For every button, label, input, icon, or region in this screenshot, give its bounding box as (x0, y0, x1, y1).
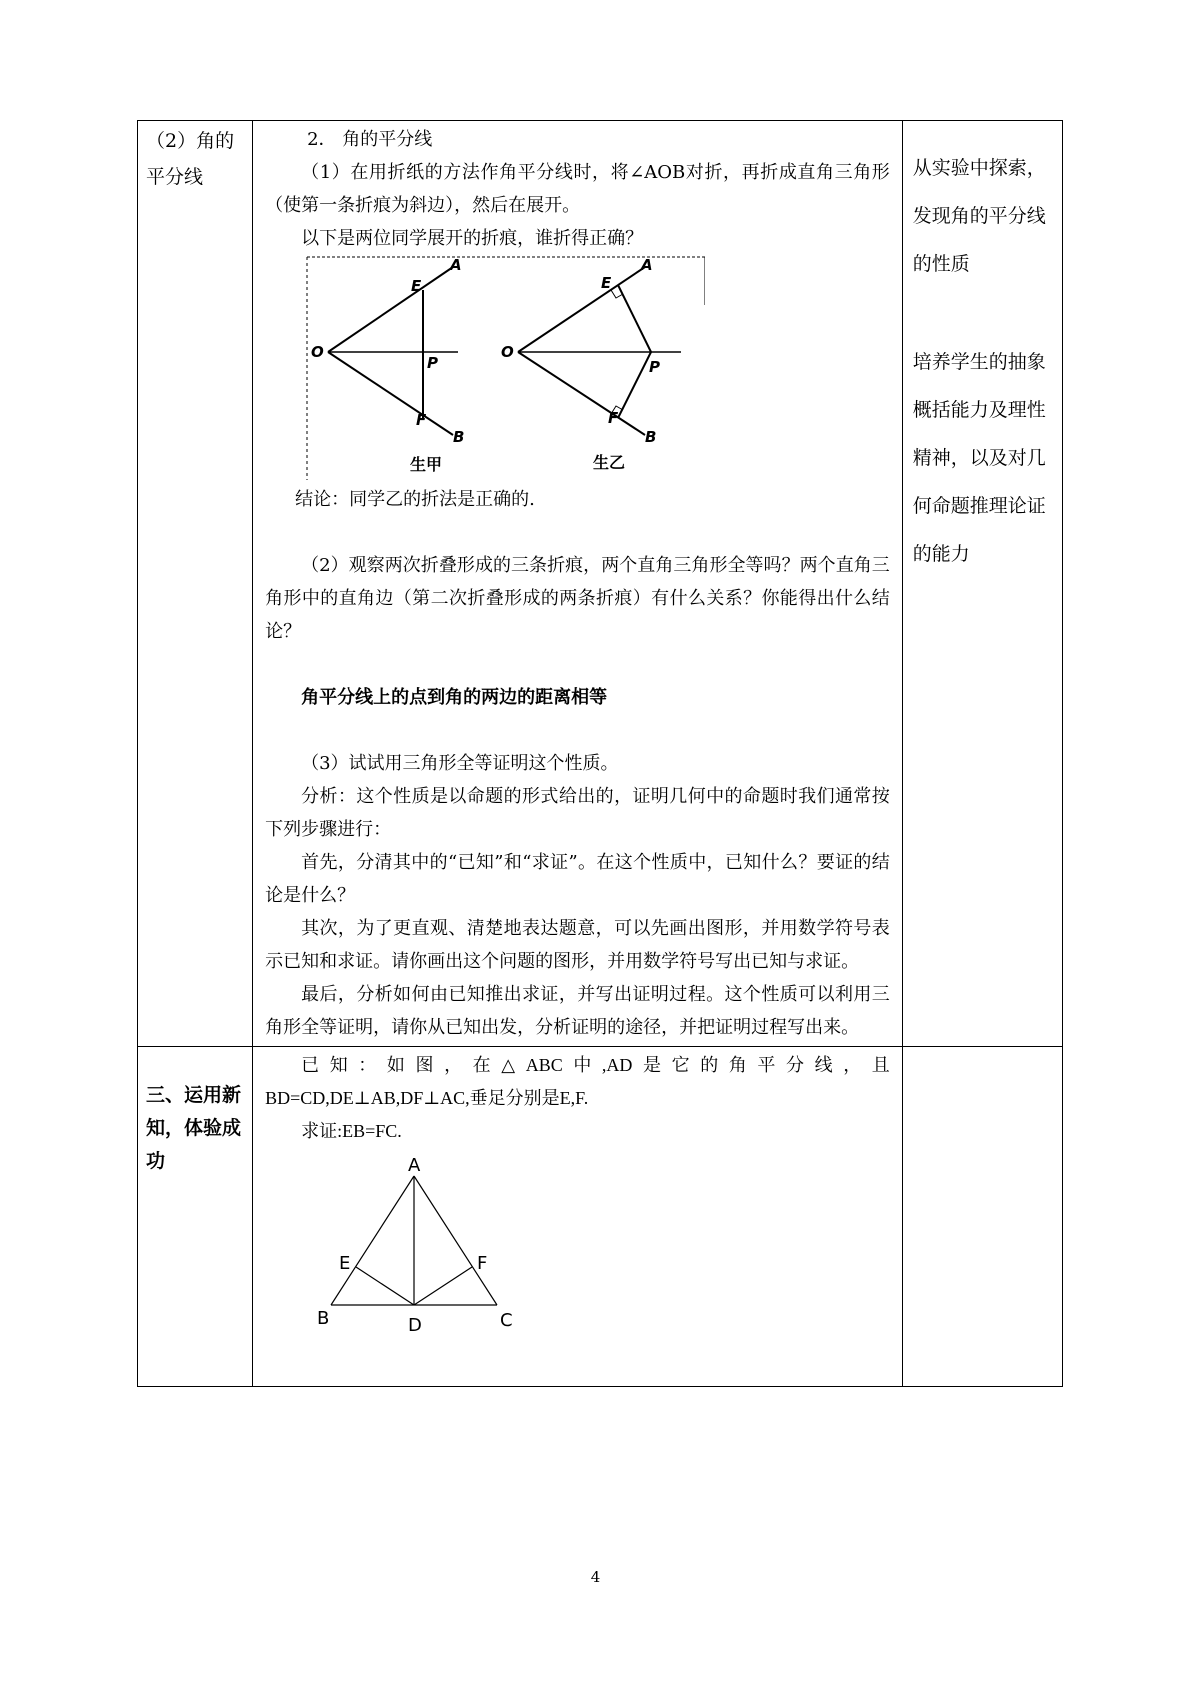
label-e: E (411, 277, 422, 295)
lesson-table (137, 120, 1063, 1387)
label-c: C (500, 1310, 513, 1331)
label-d: D (408, 1315, 422, 1334)
objective-text: 从实验中探索，发现角的平分线的性质 (912, 157, 1046, 275)
content-cell (253, 1047, 903, 1387)
objective-cell (902, 121, 1062, 1047)
label-p: P (427, 354, 439, 372)
table-row (138, 1047, 1063, 1387)
label-o: O (501, 343, 514, 361)
paragraph: （2）观察两次折叠形成的三条折痕，两个直角三角形全等吗？两个直角三角形中的直角边（第二次折叠形成的两条折痕）有什么关系？你能得出什么结论？ (265, 555, 890, 642)
paragraph: 分析：这个性质是以命题的形式给出的，证明几何中的命题时我们通常按下列步骤进行： (265, 786, 890, 840)
section-title: 三、运用新知，体验成功 (146, 1084, 242, 1172)
label-b: B (317, 1308, 330, 1329)
label-f: F (608, 409, 619, 427)
section-cell (138, 1047, 253, 1387)
paragraph: （1）在用折纸的方法作角平分线时，将∠AOB对折，再折成直角三角形（使第一条折痕为斜边），然后在展开。 (265, 162, 890, 216)
objective-text (903, 1047, 1062, 1055)
paragraph: 以下是两位同学展开的折痕，谁折得正确？ (301, 228, 644, 249)
page-number: 4 (590, 1568, 601, 1586)
triangle-figure (305, 1154, 545, 1334)
prove-line: 求证:EB=FC. (301, 1121, 402, 1141)
section-title: （2）角的平分线 (146, 130, 235, 188)
figure-caption: 生乙 (593, 453, 626, 472)
label-b: B (645, 428, 657, 446)
paragraph: 其次，为了更直观、清楚地表达题意，可以先画出图形，并用数学符号表示已知和求证。请你画出这个问题的图形，并用数学符号写出已知与求证。 (265, 918, 890, 972)
label-a: A (408, 1155, 421, 1176)
conclusion: 结论：同学乙的折法是正确的. (295, 489, 535, 510)
label-e: E (601, 274, 612, 292)
label-a: A (450, 256, 462, 274)
key-statement: 角平分线上的点到角的两边的距离相等 (301, 687, 608, 708)
paragraph: 最后，分析如何由已知推出求证，并写出证明过程。这个性质可以利用三角形全等证明，请你从已知出发，分析证明的途径，并把证明过程写出来。 (265, 984, 890, 1038)
objective-cell (902, 1047, 1062, 1387)
section-cell (138, 121, 253, 1047)
label-e: E (339, 1253, 351, 1274)
given-line: 已知：如图，在△ABC中,AD是它的角平分线，且 (301, 1055, 890, 1075)
subsection-heading: 2． 角的平分线 (307, 129, 433, 150)
paragraph: （3）试试用三角形全等证明这个性质。 (301, 753, 619, 774)
table-row (138, 121, 1063, 1047)
right-fold-diagram (501, 256, 681, 472)
label-f: F (416, 411, 427, 429)
objective-text: 培养学生的抽象概括能力及理性精神，以及对几何命题推理论证的能力 (912, 351, 1046, 565)
given-line: BD=CD,DE⊥AB,DF⊥AC,垂足分别是E,F. (265, 1088, 589, 1108)
label-p: P (649, 358, 661, 376)
label-f: F (477, 1253, 488, 1274)
figure-caption: 生甲 (410, 455, 443, 474)
content-cell (253, 121, 903, 1047)
label-a: A (641, 256, 653, 274)
paragraph: 首先，分清其中的“已知”和“求证”。在这个性质中，已知什么？要证的结论是什么？ (265, 852, 890, 906)
left-fold-diagram (311, 256, 464, 474)
folding-figure (305, 255, 705, 483)
label-b: B (453, 428, 465, 446)
label-o: O (311, 343, 324, 361)
